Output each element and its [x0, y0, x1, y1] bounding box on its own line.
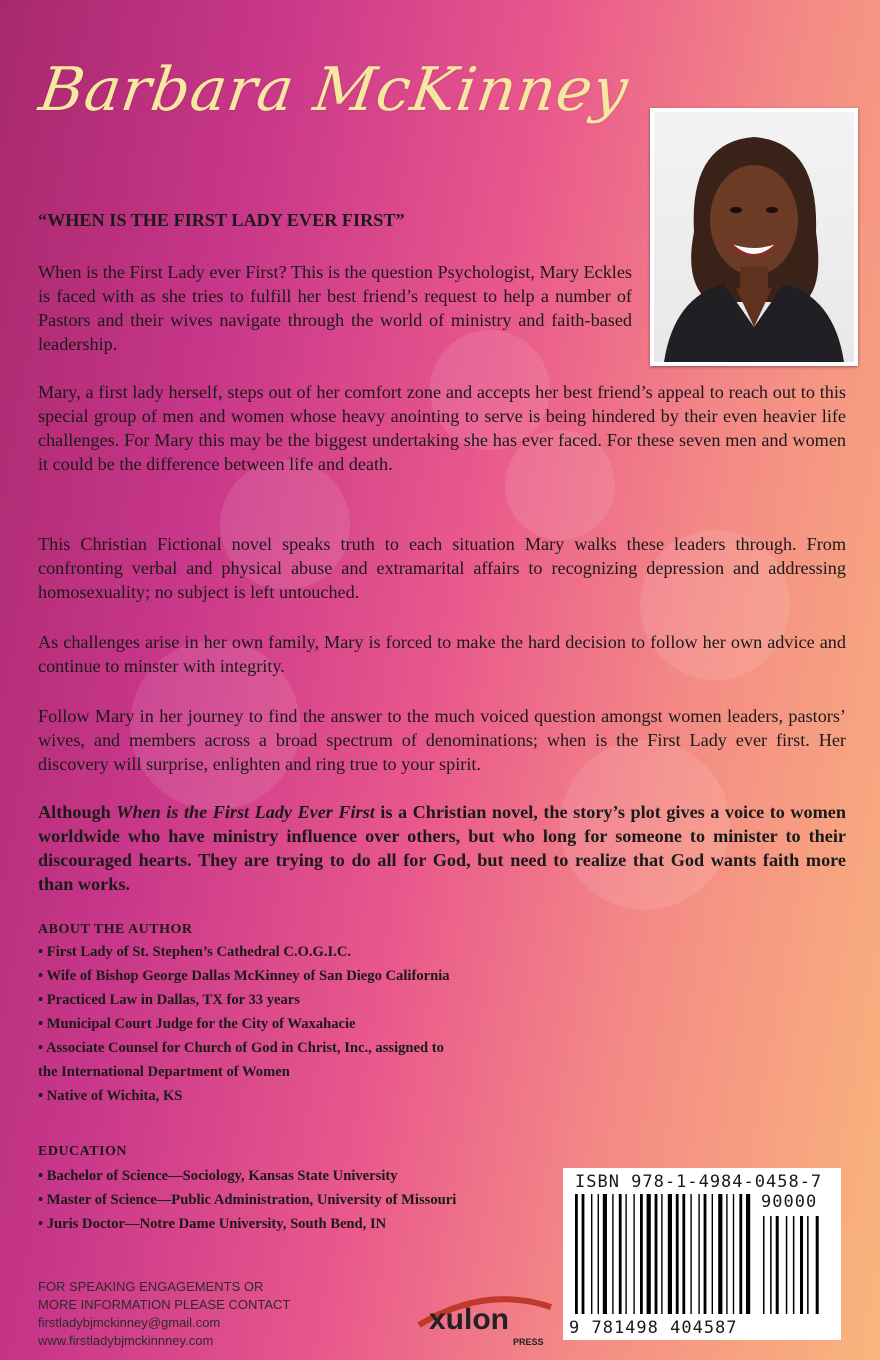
publisher-logo: [415, 1285, 555, 1350]
about-item: the International Department of Women: [38, 1064, 290, 1080]
description-paragraph-2: Mary, a first lady herself, steps out of her comfort zone and accepts her best friend’s appeal to reach out to this special group of men and women whose heavy anointing to serve is being hindered by their even heavier life challenges. For Mary this may be the biggest undertaking she has ever faced. For these seven men and women it could be the difference between life and death.: [38, 382, 846, 474]
about-item: • Native of Wichita, KS: [38, 1088, 183, 1104]
book-headline: “WHEN IS THE FIRST LADY EVER FIRST”: [38, 210, 405, 230]
education-heading: EDUCATION: [38, 1144, 128, 1159]
education-item: • Bachelor of Science—Sociology, Kansas State University: [38, 1168, 398, 1184]
about-item: • Municipal Court Judge for the City of Waxahacie: [38, 1016, 356, 1032]
education-item: • Juris Doctor—Notre Dame University, South Bend, IN: [38, 1216, 387, 1232]
contact-line: FOR SPEAKING ENGAGEMENTS OR: [38, 1279, 264, 1294]
contact-website: www.firstladybjmckinnney.com: [38, 1333, 214, 1348]
author-portrait-image: [654, 112, 854, 362]
about-item: • Wife of Bishop George Dallas McKinney of San Diego California: [38, 968, 450, 984]
price-addon-number: 90000: [761, 1192, 818, 1212]
p6-lead: Although: [38, 802, 117, 822]
about-item: • Practiced Law in Dallas, TX for 33 years: [38, 992, 300, 1008]
book-title-italic: When is the First Lady Ever First: [116, 802, 375, 822]
isbn-barcode: [563, 1168, 841, 1340]
education-list: [38, 1164, 456, 1236]
description-paragraph-5: Follow Mary in her journey to find the answer to the much voiced question amongst women leaders, pastors’ wives, and members across a broad spectrum of denominations; when is the First Lady ever first. Her discovery will surprise, enlighten and ring true to your spirit.: [38, 706, 846, 774]
barcode-bars: [563, 1168, 841, 1318]
about-item: • Associate Counsel for Church of God in Christ, Inc., assigned to: [38, 1040, 444, 1056]
barcode-digits: 9 781498 404587: [569, 1318, 738, 1338]
author-name-title: Barbara McKinney: [35, 55, 633, 125]
publisher-sub: PRESS: [513, 1337, 544, 1347]
education-item: • Master of Science—Public Administration, University of Missouri: [38, 1192, 457, 1208]
description-paragraph-3: This Christian Fictional novel speaks truth to each situation Mary walks these leaders through. From confronting verbal and physical abuse and extramarital affairs to recognizing depression and addressing homosexuality; no subject is left untouched.: [38, 534, 846, 602]
description-paragraph-6: [38, 800, 846, 896]
author-photo: [650, 108, 858, 366]
contact-email: firstladybjmckinney@gmail.com: [38, 1315, 221, 1330]
about-author-list: [38, 940, 450, 1108]
contact-line: MORE INFORMATION PLEASE CONTACT: [38, 1297, 291, 1312]
about-item: • First Lady of St. Stephen’s Cathedral C.O.G.I.C.: [38, 944, 352, 960]
description-paragraph-1: When is the First Lady ever First? This is the question Psychologist, Mary Eckles is faced with as she tries to fulfill her best friend’s request to help a number of Pastors and their wives navigate through the world of ministry and faith-based leadership.: [38, 262, 632, 354]
contact-info: [38, 1278, 290, 1350]
description-paragraph-4: As challenges arise in her own family, Mary is forced to make the hard decision to follow her own advice and continue to minster with integrity.: [38, 632, 846, 676]
publisher-name: xulon: [429, 1303, 509, 1336]
p6-rest: is a Christian novel, the story’s plot gives a voice to women worldwide who have ministry influence over others, but who long for someone to minister to their discouraged hearts. They are trying to do all for God, but need to realize that God wants faith more than works.: [38, 802, 846, 894]
about-author-heading: ABOUT THE AUTHOR: [38, 922, 193, 937]
isbn-number: ISBN 978-1-4984-0458-7: [575, 1172, 823, 1192]
